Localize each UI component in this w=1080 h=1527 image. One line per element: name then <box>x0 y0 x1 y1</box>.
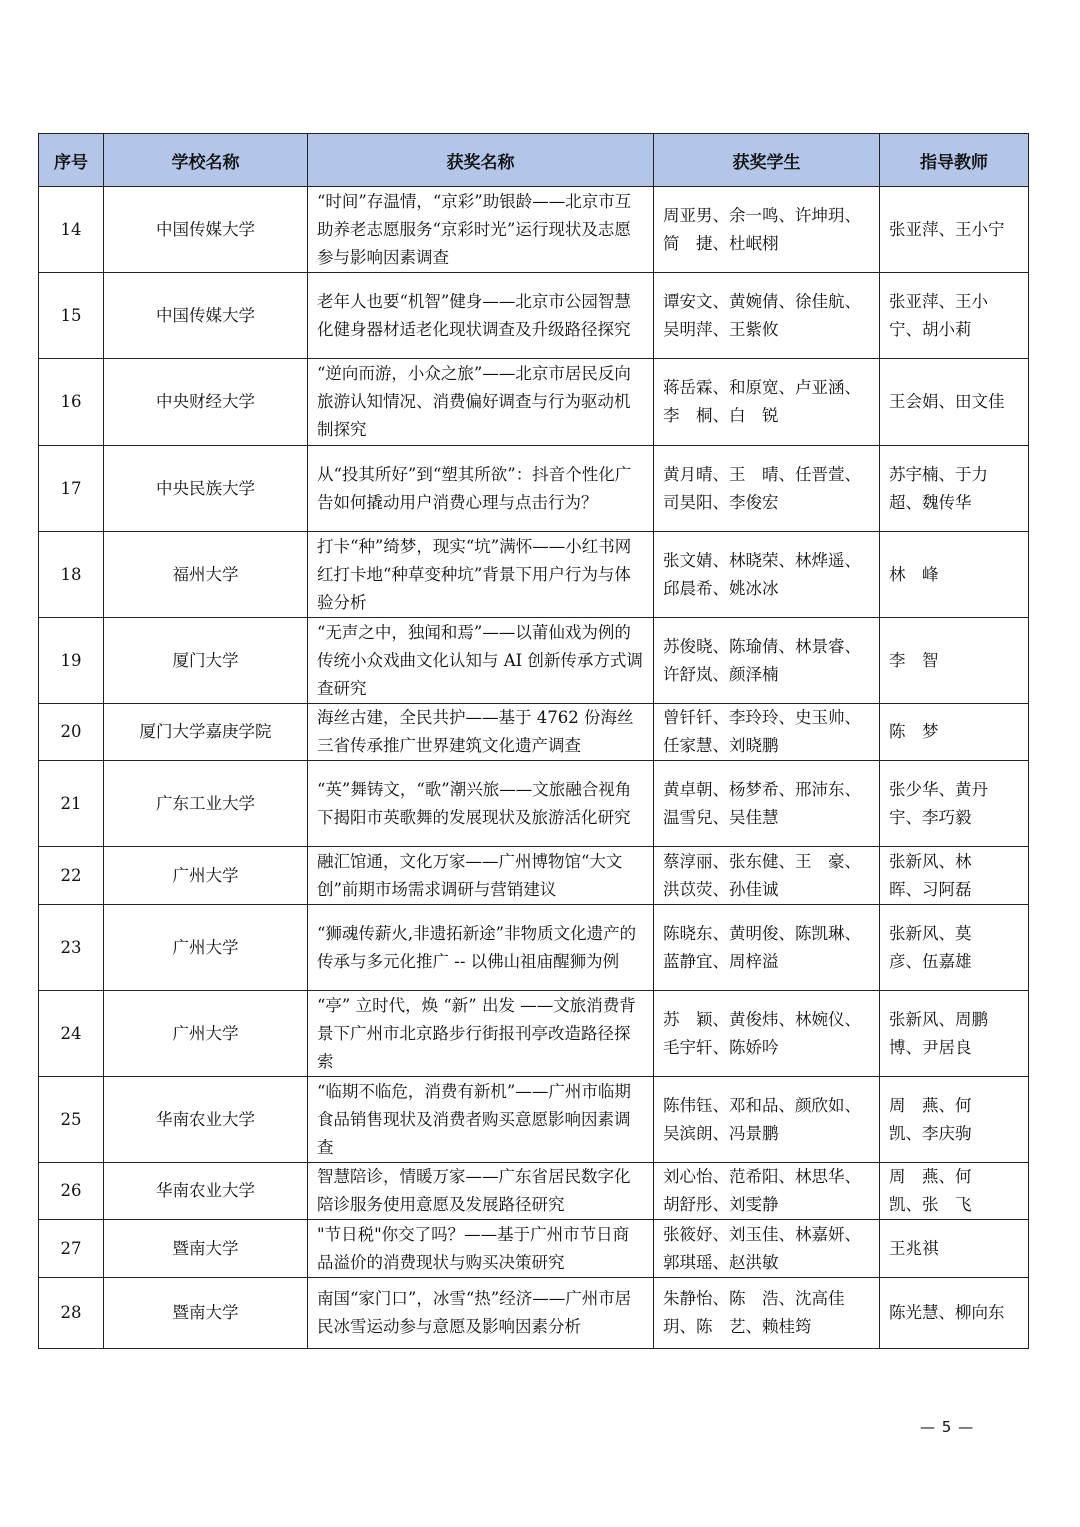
awards-table <box>38 133 1029 1349</box>
cell-school: 暨南大学 <box>104 1278 308 1349</box>
cell-students: 陈晓东、黄明俊、陈凯琳、蓝静宜、周梓溢 <box>654 905 880 991</box>
header-students: 获奖学生 <box>654 134 880 187</box>
cell-no: 18 <box>39 532 104 618</box>
cell-award: "节日税"你交了吗？——基于广州市节日商品溢价的消费现状与购买决策研究 <box>308 1220 654 1278</box>
cell-no: 20 <box>39 704 104 761</box>
cell-award: 南国“家门口”，冰雪“热”经济——广州市居民冰雪运动参与意愿及影响因素分析 <box>308 1278 654 1349</box>
cell-award: “时间”存温情，“京彩”助银龄——北京市互助养老志愿服务“京彩时光”运行现状及志愿参与影响因素调查 <box>308 187 654 273</box>
cell-no: 28 <box>39 1278 104 1349</box>
cell-school: 厦门大学嘉庚学院 <box>104 704 308 761</box>
cell-school: 广州大学 <box>104 847 308 905</box>
header-teachers: 指导教师 <box>880 134 1029 187</box>
cell-no: 24 <box>39 991 104 1077</box>
cell-no: 15 <box>39 273 104 359</box>
cell-no: 22 <box>39 847 104 905</box>
cell-school: 广州大学 <box>104 991 308 1077</box>
cell-award: “亭” 立时代，焕 “新” 出发 ——文旅消费背景下广州市北京路步行街报刊亭改造路径探索 <box>308 991 654 1077</box>
table-row <box>39 704 1029 761</box>
cell-award: “逆向而游，小众之旅”——北京市居民反向旅游认知情况、消费偏好调查与行为驱动机制探究 <box>308 359 654 446</box>
cell-no: 16 <box>39 359 104 446</box>
cell-award: 智慧陪诊，情暖万家——广东省居民数字化陪诊服务使用意愿及发展路径研究 <box>308 1163 654 1220</box>
table-row <box>39 187 1029 273</box>
table-row <box>39 1077 1029 1163</box>
cell-students: 蔡淳丽、张东健、王 豪、洪苡荧、孙佳诚 <box>654 847 880 905</box>
cell-school: 厦门大学 <box>104 618 308 704</box>
cell-teachers: 王会娟、田文佳 <box>880 359 1029 446</box>
cell-no: 25 <box>39 1077 104 1163</box>
cell-school: 福州大学 <box>104 532 308 618</box>
cell-no: 14 <box>39 187 104 273</box>
cell-school: 中央民族大学 <box>104 446 308 532</box>
table-header-row <box>39 134 1029 187</box>
header-award: 获奖名称 <box>308 134 654 187</box>
page-number: — 5 — <box>920 1418 975 1436</box>
cell-students: 苏 颖、黄俊炜、林婉仪、毛宇轩、陈娇吟 <box>654 991 880 1077</box>
cell-award: “狮魂传薪火,非遗拓新途”非物质文化遗产的传承与多元化推广 -- 以佛山祖庙醒狮为例 <box>308 905 654 991</box>
cell-school: 华南农业大学 <box>104 1163 308 1220</box>
table-row <box>39 761 1029 847</box>
table-body <box>39 187 1029 1349</box>
cell-teachers: 张新风、林 晖、习阿磊 <box>880 847 1029 905</box>
cell-school: 华南农业大学 <box>104 1077 308 1163</box>
cell-school: 中国传媒大学 <box>104 273 308 359</box>
cell-no: 17 <box>39 446 104 532</box>
cell-no: 23 <box>39 905 104 991</box>
cell-teachers: 李 智 <box>880 618 1029 704</box>
cell-teachers: 周 燕、何 凯、李庆驹 <box>880 1077 1029 1163</box>
cell-students: 周亚男、余一鸣、许坤玥、简 捷、杜岷栩 <box>654 187 880 273</box>
table-row <box>39 847 1029 905</box>
cell-school: 中国传媒大学 <box>104 187 308 273</box>
cell-award: “无声之中，独闻和焉”——以莆仙戏为例的传统小众戏曲文化认知与 AI 创新传承方式调查研究 <box>308 618 654 704</box>
cell-students: 曾钎钎、李玲玲、史玉帅、任家慧、刘晓鹏 <box>654 704 880 761</box>
cell-students: 黄卓朝、杨梦希、邢沛东、温雪兒、吴佳慧 <box>654 761 880 847</box>
cell-teachers: 张新风、莫 彦、伍嘉雄 <box>880 905 1029 991</box>
table-row <box>39 1220 1029 1278</box>
table-row <box>39 1278 1029 1349</box>
cell-award: “英”舞铸文，“歌”潮兴旅——文旅融合视角下揭阳市英歌舞的发展现状及旅游活化研究 <box>308 761 654 847</box>
cell-no: 19 <box>39 618 104 704</box>
cell-school: 中央财经大学 <box>104 359 308 446</box>
table-row <box>39 1163 1029 1220</box>
cell-teachers: 周 燕、何 凯、张 飞 <box>880 1163 1029 1220</box>
cell-school: 广东工业大学 <box>104 761 308 847</box>
cell-no: 26 <box>39 1163 104 1220</box>
cell-students: 谭安文、黄婉倩、徐佳航、吴明萍、王紫攸 <box>654 273 880 359</box>
cell-award: 海丝古建，全民共护——基于 4762 份海丝三省传承推广世界建筑文化遗产调查 <box>308 704 654 761</box>
cell-students: 陈伟钰、邓和品、颜欣如、吴滨朗、冯景鹏 <box>654 1077 880 1163</box>
table-row <box>39 446 1029 532</box>
cell-teachers: 苏宇楠、于力超、魏传华 <box>880 446 1029 532</box>
cell-award: 融汇馆通，文化万家——广州博物馆“大文创”前期市场需求调研与营销建议 <box>308 847 654 905</box>
table-row <box>39 991 1029 1077</box>
cell-students: 张筱妤、刘玉佳、林嘉妍、郭琪瑶、赵洪敏 <box>654 1220 880 1278</box>
table-row <box>39 532 1029 618</box>
cell-school: 广州大学 <box>104 905 308 991</box>
cell-students: 蒋岳霖、和原宽、卢亚涵、李 桐、白 锐 <box>654 359 880 446</box>
cell-teachers: 陈 梦 <box>880 704 1029 761</box>
cell-award: 从“投其所好”到“塑其所欲”：抖音个性化广告如何撬动用户消费心理与点击行为？ <box>308 446 654 532</box>
table-row <box>39 359 1029 446</box>
cell-teachers: 王兆祺 <box>880 1220 1029 1278</box>
cell-teachers: 张新风、周鹏博、尹居良 <box>880 991 1029 1077</box>
cell-students: 苏俊晓、陈瑜倩、林景睿、许舒岚、颜泽楠 <box>654 618 880 704</box>
cell-no: 27 <box>39 1220 104 1278</box>
cell-students: 刘心怡、范希阳、林思华、胡舒彤、刘雯静 <box>654 1163 880 1220</box>
cell-students: 黄月晴、王 晴、任晋萱、司昊阳、李俊宏 <box>654 446 880 532</box>
cell-award: 老年人也要“机智”健身——北京市公园智慧化健身器材适老化现状调查及升级路径探究 <box>308 273 654 359</box>
header-no: 序号 <box>39 134 104 187</box>
table-row <box>39 273 1029 359</box>
cell-award: 打卡“种”绮梦，现实“坑”满怀——小红书网红打卡地“种草变种坑”背景下用户行为与体验分析 <box>308 532 654 618</box>
cell-students: 张文婧、林晓荣、林烨遥、邱晨希、姚冰冰 <box>654 532 880 618</box>
cell-no: 21 <box>39 761 104 847</box>
cell-teachers: 张少华、黄丹宇、李巧毅 <box>880 761 1029 847</box>
header-school: 学校名称 <box>104 134 308 187</box>
table-row <box>39 905 1029 991</box>
cell-teachers: 陈光慧、柳向东 <box>880 1278 1029 1349</box>
cell-students: 朱静怡、陈 浩、沈高佳玥、陈 艺、赖桂筠 <box>654 1278 880 1349</box>
cell-teachers: 林 峰 <box>880 532 1029 618</box>
cell-teachers: 张亚萍、王小宁、胡小莉 <box>880 273 1029 359</box>
cell-teachers: 张亚萍、王小宁 <box>880 187 1029 273</box>
table-row <box>39 618 1029 704</box>
cell-school: 暨南大学 <box>104 1220 308 1278</box>
cell-award: “临期不临危，消费有新机”——广州市临期食品销售现状及消费者购买意愿影响因素调查 <box>308 1077 654 1163</box>
